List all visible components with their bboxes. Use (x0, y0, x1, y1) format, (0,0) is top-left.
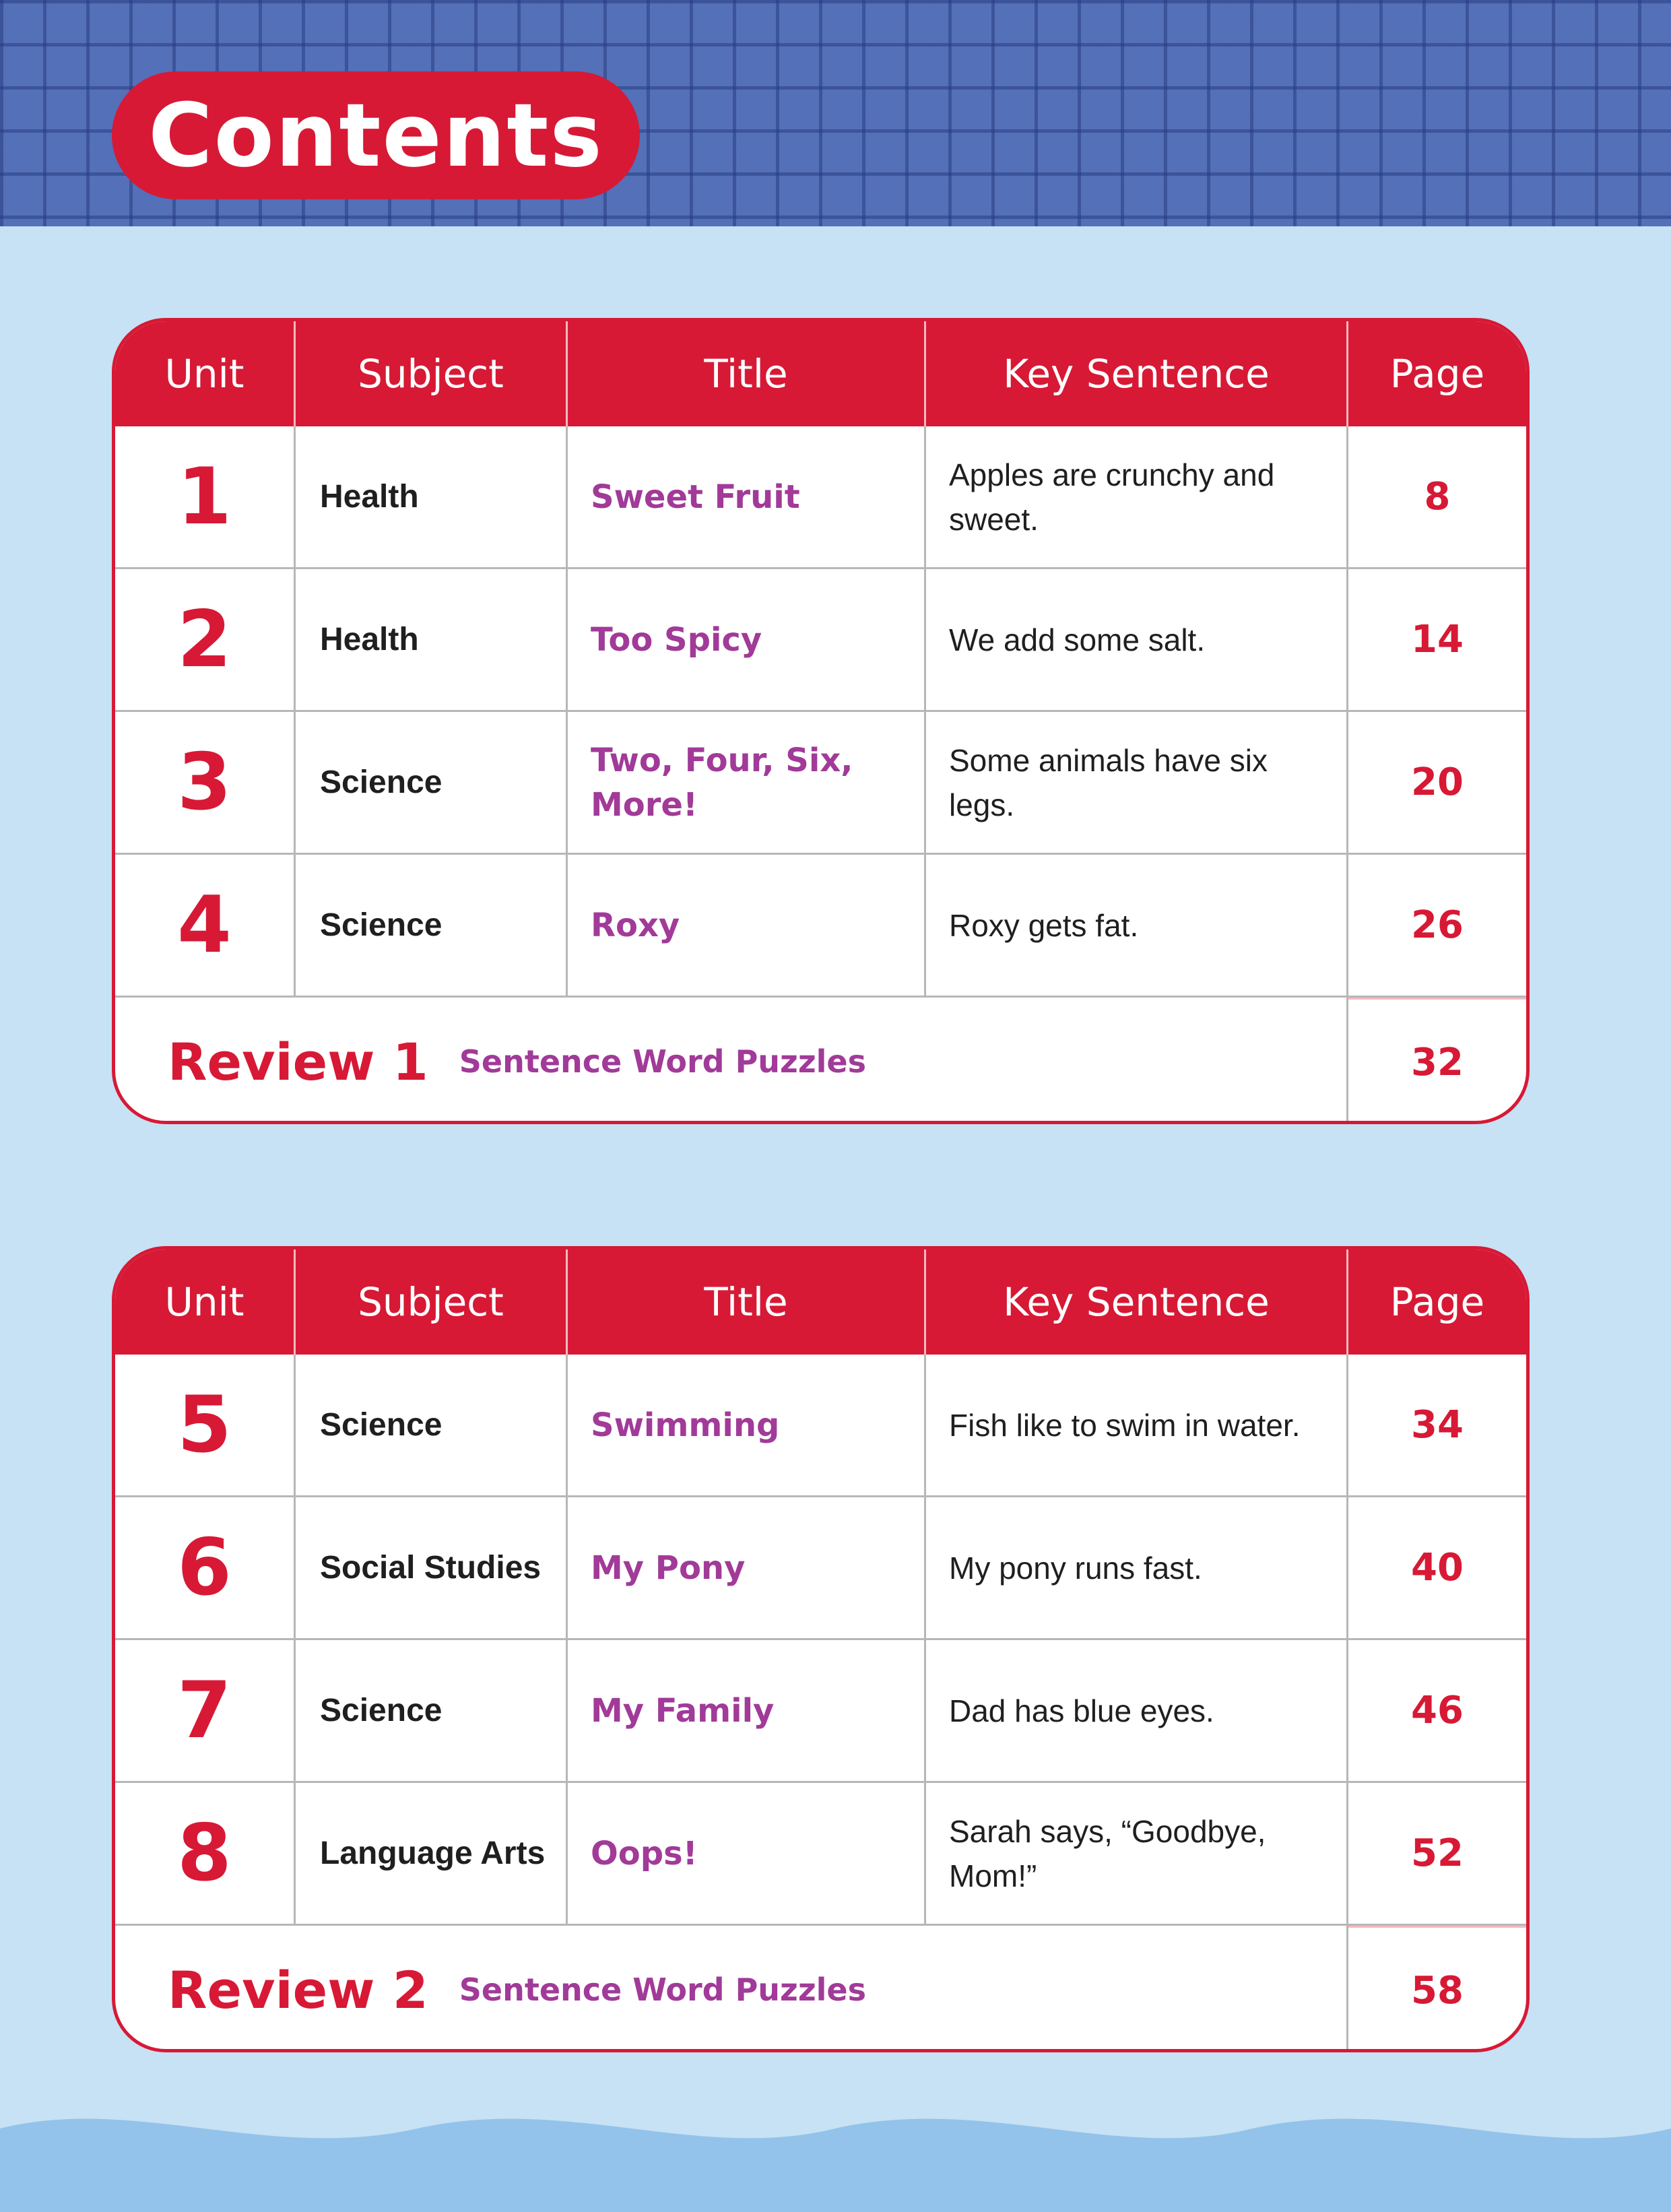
page-title: Contents (148, 84, 603, 187)
subject: Science (296, 1355, 568, 1495)
header-page: Page (1389, 1279, 1485, 1325)
review-row[interactable] (115, 998, 1526, 1124)
bottom-wave-decoration (0, 2102, 1671, 2212)
page-number: 14 (1411, 618, 1464, 661)
review-subtitle: Sentence Word Puzzles (459, 1972, 866, 2008)
key-sentence: My pony runs fast. (926, 1497, 1348, 1638)
table-row[interactable] (115, 712, 1526, 855)
header-unit: Unit (115, 321, 296, 426)
key-sentence: Some animals have six legs. (926, 712, 1348, 853)
page-number: 52 (1411, 1831, 1464, 1875)
review-cell (115, 998, 1348, 1124)
table-row[interactable] (115, 569, 1526, 712)
header-title: Title (568, 321, 926, 426)
key-sentence: We add some salt. (926, 569, 1348, 710)
review-page-number: 32 (1348, 998, 1526, 1124)
subject: Language Arts (296, 1783, 568, 1924)
table-row[interactable] (115, 1355, 1526, 1497)
key-sentence: Dad has blue eyes. (926, 1640, 1348, 1781)
table-header (115, 321, 1526, 426)
contents-table-2 (112, 1246, 1530, 2052)
subject: Science (296, 712, 568, 853)
table-row[interactable] (115, 1640, 1526, 1783)
header-key-sentence: Key Sentence (926, 1249, 1348, 1355)
header-unit: Unit (115, 1249, 296, 1355)
unit-number: 5 (115, 1355, 296, 1495)
key-sentence: Sarah says, “Goodbye, Mom!” (926, 1783, 1348, 1924)
subject: Social Studies (296, 1497, 568, 1638)
review-cell (115, 1926, 1348, 2052)
subject: Health (296, 426, 568, 567)
page-number: 40 (1411, 1546, 1464, 1590)
unit-title: My Family (568, 1640, 926, 1781)
unit-number: 4 (115, 855, 296, 996)
unit-number: 6 (115, 1497, 296, 1638)
unit-title: Roxy (568, 855, 926, 996)
key-sentence: Apples are crunchy and sweet. (926, 426, 1348, 567)
unit-title: My Pony (568, 1497, 926, 1638)
review-subtitle: Sentence Word Puzzles (459, 1043, 866, 1080)
table-row[interactable] (115, 1783, 1526, 1926)
review-page-number: 58 (1348, 1926, 1526, 2052)
header-key-sentence: Key Sentence (926, 321, 1348, 426)
key-sentence: Roxy gets fat. (926, 855, 1348, 996)
page-number: 20 (1411, 760, 1464, 804)
unit-title: Two, Four, Six, More! (568, 712, 926, 853)
unit-title: Swimming (568, 1355, 926, 1495)
table-header (115, 1249, 1526, 1355)
contents-table-1 (112, 318, 1530, 1124)
header-title: Title (568, 1249, 926, 1355)
unit-number: 8 (115, 1783, 296, 1924)
subject: Science (296, 855, 568, 996)
header-subject: Subject (296, 321, 568, 426)
table-row[interactable] (115, 855, 1526, 998)
unit-title: Too Spicy (568, 569, 926, 710)
table-row[interactable] (115, 1497, 1526, 1640)
subject: Science (296, 1640, 568, 1781)
header-page: Page (1389, 351, 1485, 397)
page-number: 26 (1411, 903, 1464, 947)
page-number: 46 (1411, 1689, 1464, 1732)
header-subject: Subject (296, 1249, 568, 1355)
page-number: 34 (1411, 1403, 1464, 1447)
table-row[interactable] (115, 426, 1526, 569)
key-sentence: Fish like to swim in water. (926, 1355, 1348, 1495)
unit-title: Oops! (568, 1783, 926, 1924)
subject: Health (296, 569, 568, 710)
page-number: 8 (1424, 475, 1451, 519)
unit-number: 2 (115, 569, 296, 710)
contents-title-badge (112, 71, 640, 199)
review-label: Review 2 (168, 1959, 428, 2020)
unit-number: 1 (115, 426, 296, 567)
unit-number: 7 (115, 1640, 296, 1781)
unit-title: Sweet Fruit (568, 426, 926, 567)
review-label: Review 1 (168, 1031, 428, 1092)
review-row[interactable] (115, 1926, 1526, 2052)
unit-number: 3 (115, 712, 296, 853)
